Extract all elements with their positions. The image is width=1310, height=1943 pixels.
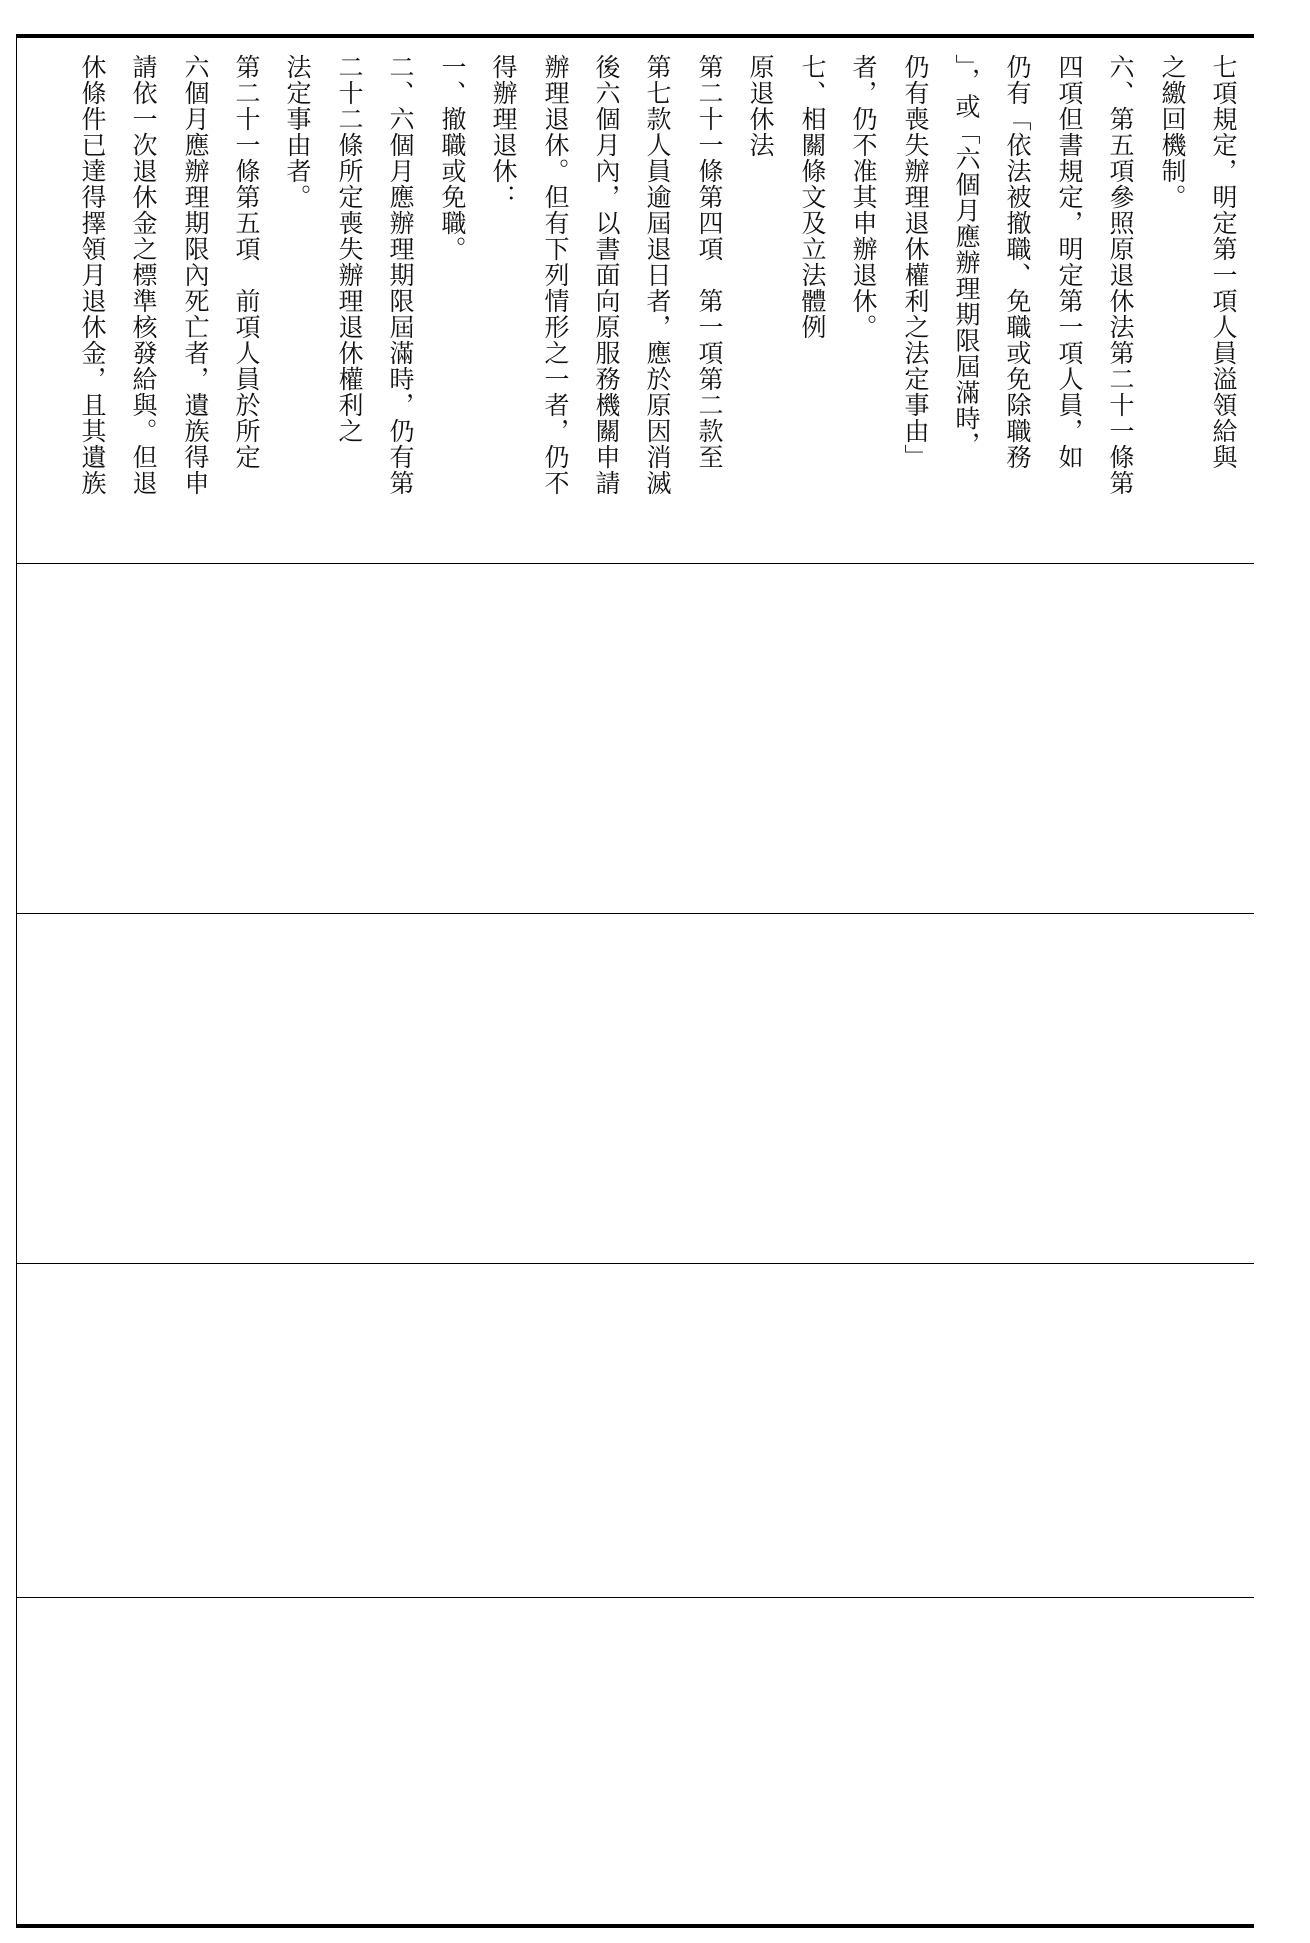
text-line: 六、第五項參照原退休法第二十一條第: [1106, 54, 1135, 496]
row-divider: [17, 913, 1254, 914]
document-page: [16, 34, 1254, 1928]
text-line: 仍有「依法被撤職、免職或免除職務: [1003, 54, 1032, 470]
text-line: 七、相關條文及立法體例: [798, 54, 827, 340]
text-line: 仍有喪失辦理退休權利之法定事由」: [901, 54, 930, 470]
text-line: 者，仍不准其申辦退休。: [849, 54, 878, 340]
text-line: 一、撤職或免職。: [438, 54, 467, 262]
empty-cell: [17, 915, 1254, 1263]
text-line: 得辦理退休：: [489, 54, 518, 210]
text-line: 」，或「六個月應辦理期限屆滿時，: [952, 54, 981, 458]
text-line: 原退休法: [746, 54, 775, 158]
text-line: 辦理退休。但有下列情形之一者，仍不: [541, 54, 570, 496]
text-line: 休條件已達得擇領月退休金，且其遺族: [78, 54, 107, 496]
text-line: 第二十一條第四項 第一項第二款至: [695, 54, 724, 470]
text-line: 四項但書規定，明定第一項人員，如: [1055, 54, 1084, 470]
text-line: 二、六個月應辦理期限屆滿時，仍有第: [386, 54, 415, 496]
text-line: 七項規定，明定第一項人員溢領給與: [1209, 54, 1238, 470]
text-line: 第二十一條第五項 前項人員於所定: [232, 54, 261, 470]
text-line: 之繳回機制。: [1158, 54, 1187, 210]
row-divider: [17, 1263, 1254, 1264]
text-line: 第七款人員逾屆退日者，應於原因消滅: [643, 54, 672, 496]
text-line: 六個月應辦理期限內死亡者，遺族得申: [181, 54, 210, 496]
row-divider: [17, 1597, 1254, 1598]
text-line: 法定事由者。: [283, 54, 312, 210]
empty-cell: [17, 565, 1254, 913]
empty-cell: [17, 1599, 1254, 1926]
text-cell: [17, 38, 1255, 558]
text-line: 後六個月內，以書面向原服務機關申請: [592, 54, 621, 496]
row-divider: [17, 563, 1254, 564]
empty-cell: [17, 1265, 1254, 1597]
text-line: 二十二條所定喪失辦理退休權利之: [335, 54, 364, 444]
text-line: 請依一次退休金之標準核發給與。但退: [129, 54, 158, 496]
